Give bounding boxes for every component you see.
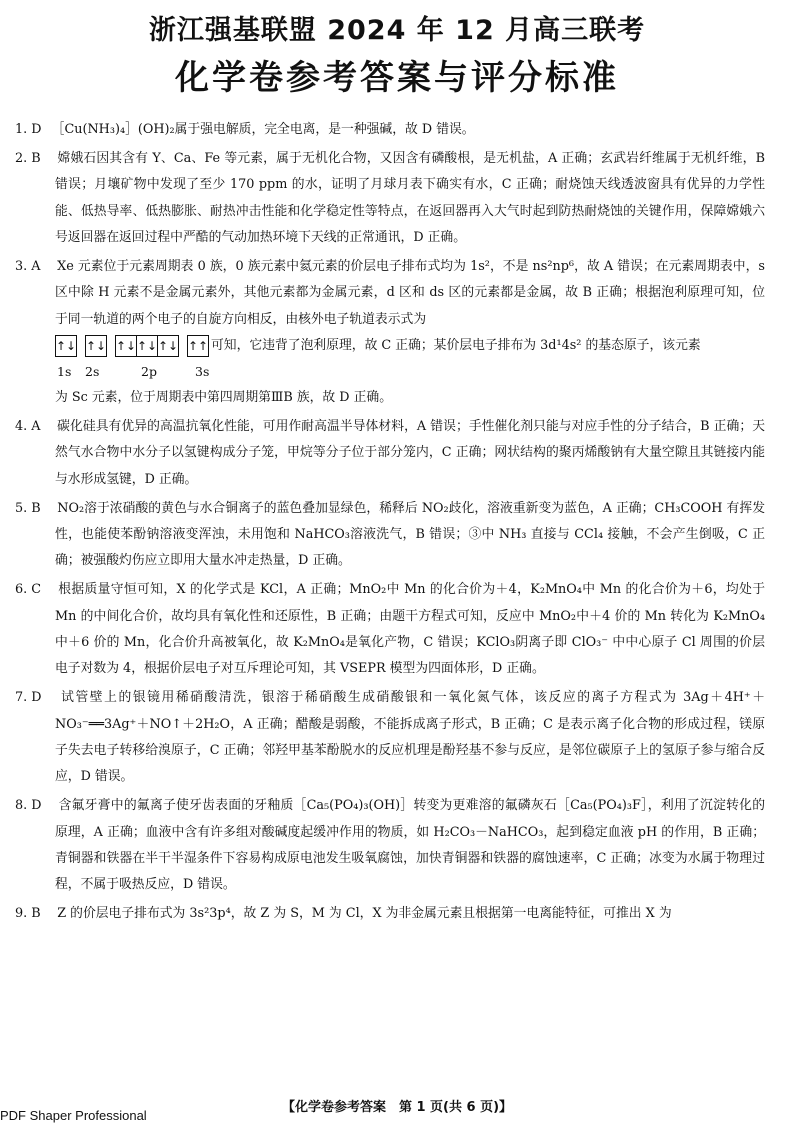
- question-number: 2. B: [15, 151, 41, 167]
- orbital-label: 3s: [195, 363, 210, 379]
- orbital-1s: [55, 335, 77, 357]
- question-number: 4. A: [15, 419, 41, 435]
- question-text: 为 Sc 元素，位于周期表中第四周期第ⅢB 族，故 D 正确。: [55, 389, 393, 405]
- question-text: 碳化硅具有优异的高温抗氧化性能，可用作耐高温半导体材料，A 错误；手性催化剂只能与对应手性的分子结合，B 正确；天然气水合物中水分子以氢键构成分子笼，甲烷等分子位于部分笼内，C 正确；网状结构的聚丙烯酸钠有大量空隙且其链接内能与水形成氢键，D 正确。: [55, 419, 766, 487]
- question-3-text: [15, 254, 766, 333]
- question-text: ［Cu(NH₃)₄］(OH)₂属于强电解质，完全电离，是一种强碱，故 D 错误。: [58, 122, 475, 137]
- orbital-box: ↑↓: [137, 336, 158, 356]
- question-number: 7. D: [15, 690, 42, 706]
- question-7: [15, 685, 765, 790]
- question-number: 9. B: [15, 906, 41, 922]
- orbital-2s: [85, 335, 107, 357]
- question-text: 可知，它违背了泡利原理，故 C 正确；某价层电子排布为 3d¹4s² 的基态原子，该元素: [211, 337, 701, 353]
- exam-title: 浙江强基联盟 2024 年 12 月高三联考: [148, 15, 646, 46]
- question-9: [15, 901, 765, 927]
- question-number: 3. A: [15, 259, 41, 275]
- question-2: [15, 146, 765, 251]
- question-3: [15, 254, 766, 411]
- orbital-box: ↑↓: [85, 338, 107, 353]
- orbital-labels: [35, 359, 765, 385]
- watermark-text: PDF Shaper Professional: [0, 1108, 147, 1123]
- orbital-diagram: [35, 333, 765, 359]
- question-text: Xe 元素位于元素周期表 0 族，0 族元素中氦元素的价层电子排布式均为 1s²，不是 ns²np⁶，故 A 错误；在元素周期表中，s 区中除 H 元素不是金属元素外，其他元素都为金属元素，d 区和 ds 区的元素都是金属，故 B 正确；根据泡利原理可知，位于同一轨道的两个电子的自旋方向相反，由核外电子轨道表示式为: [55, 259, 766, 327]
- question-text: 试管壁上的银镜用稀硝酸清洗，银溶于稀硝酸生成硝酸银和一氧化氮气体，该反应的离子方程式为 3Ag＋4H⁺＋NO₃⁻══3Ag⁺＋NO↑＋2H₂O，A 正确；醋酸是弱酸，不能拆成离子形式，B 正确；C 是表示离子化合物的形成过程，镁原子失去电子转移给溴原子，C 正确；邻羟甲基苯酚脱水的反应机理是酚羟基不参与反应，是邻位碳原子上的氢原子参与缩合反应，D 错误。: [55, 690, 765, 785]
- orbital-2p: [115, 335, 179, 357]
- question-text: 根据质量守恒可知，X 的化学式是 KCl，A 正确；MnO₂中 Mn 的化合价为＋4，K₂MnO₄中 Mn 的化合价为＋6，均处于 Mn 的中间化合价，故均具有氧化性和还原性，B 正确；由题干方程式可知，反应中 MnO₂中＋4 价的 Mn 转化为 K₂MnO₄中＋6 价的 Mn，化合价升高被氧化，故 K₂MnO₄是氧化产物，C 错误；KClO₃阴离子即 ClO₃⁻ 中中心原子 Cl 周围的价层电子对数为 4，根据价层电子对互斥理论可知，其 VSEPR 模型为四面体形，D 正确。: [55, 582, 765, 677]
- orbital-label: 2p: [141, 363, 157, 379]
- question-number: 5. B: [15, 500, 41, 516]
- question-4: [15, 414, 766, 493]
- orbital-3s: [187, 335, 209, 357]
- question-1: [15, 117, 765, 143]
- page-footer: 【化学卷参考答案 第 1 页(共 6 页)】: [281, 1100, 513, 1115]
- question-text: 含氟牙膏中的氟离子使牙齿表面的牙釉质［Ca₅(PO₄)₃(OH)］转变为更难溶的氟磷灰石［Ca₅(PO₄)₃F］，利用了沉淀转化的原理，A 正确；血液中含有许多组对酸碱度起缓冲作用的物质，如 H₂CO₃－NaHCO₃，起到稳定血液 pH 的作用，B 正确；青铜器和铁器在半干半湿条件下容易构成原电池发生吸氧腐蚀，加快青铜器和铁器的腐蚀速率，C 正确；冰变为水属于物理过程，不属于吸热反应，D 错误。: [55, 798, 765, 893]
- question-3-continued: [35, 385, 765, 411]
- question-8: [15, 793, 765, 898]
- question-text: 嫦娥石因其含有 Y、Ca、Fe 等元素，属于无机化合物，又因含有磷酸根，是无机盐，A 正确；玄武岩纤维属于无机纤维，B 错误；月壤矿物中发现了至少 170 ppm 的水，证明了月球月表下确实有水，C 正确；耐烧蚀天线透波窗具有优异的力学性能、低热导率、低热膨胀、耐热冲击性能和化学稳定性等特点，在返回器再入大气时起到防热耐烧蚀的关键作用，保障嫦娥六号返回器在返回过程中严酷的气动加热环境下天线的正常通讯，D 正确。: [55, 151, 765, 245]
- orbital-label: 1s: [57, 363, 72, 379]
- orbital-box: ↑↓: [116, 336, 137, 356]
- question-6: [15, 577, 765, 682]
- question-number: 6. C: [15, 582, 42, 598]
- question-5: [15, 496, 765, 575]
- question-number: 8. D: [15, 798, 42, 814]
- orbital-box: ↑↓: [157, 338, 179, 353]
- orbital-box: ↑↑: [187, 338, 209, 353]
- question-text: NO₂溶于浓硝酸的黄色与水合铜离子的蓝色叠加显绿色，稀释后 NO₂歧化，溶液重新变为蓝色，A 正确；CH₃COOH 有挥发性，也能使苯酚钠溶液变浑浊，未用饱和 NaHCO₃溶液洗气，B 错误；③中 NH₃ 直接与 CCl₄ 接触，不会产生倒吸，C 正确；被强酸灼伤应立即用大量水冲走热量，D 正确。: [55, 500, 765, 569]
- question-number: 1. D: [15, 122, 42, 137]
- document-title: 化学卷参考答案与评分标准: [175, 58, 619, 98]
- orbital-label: 2s: [85, 363, 100, 379]
- question-text: Z 的价层电子排布式为 3s²3p⁴，故 Z 为 S，M 为 Cl，X 为非金属元素且根据第一电离能特征，可推出 X 为: [57, 906, 672, 922]
- orbital-box: ↑↓: [55, 338, 77, 353]
- answer-content: [15, 117, 766, 930]
